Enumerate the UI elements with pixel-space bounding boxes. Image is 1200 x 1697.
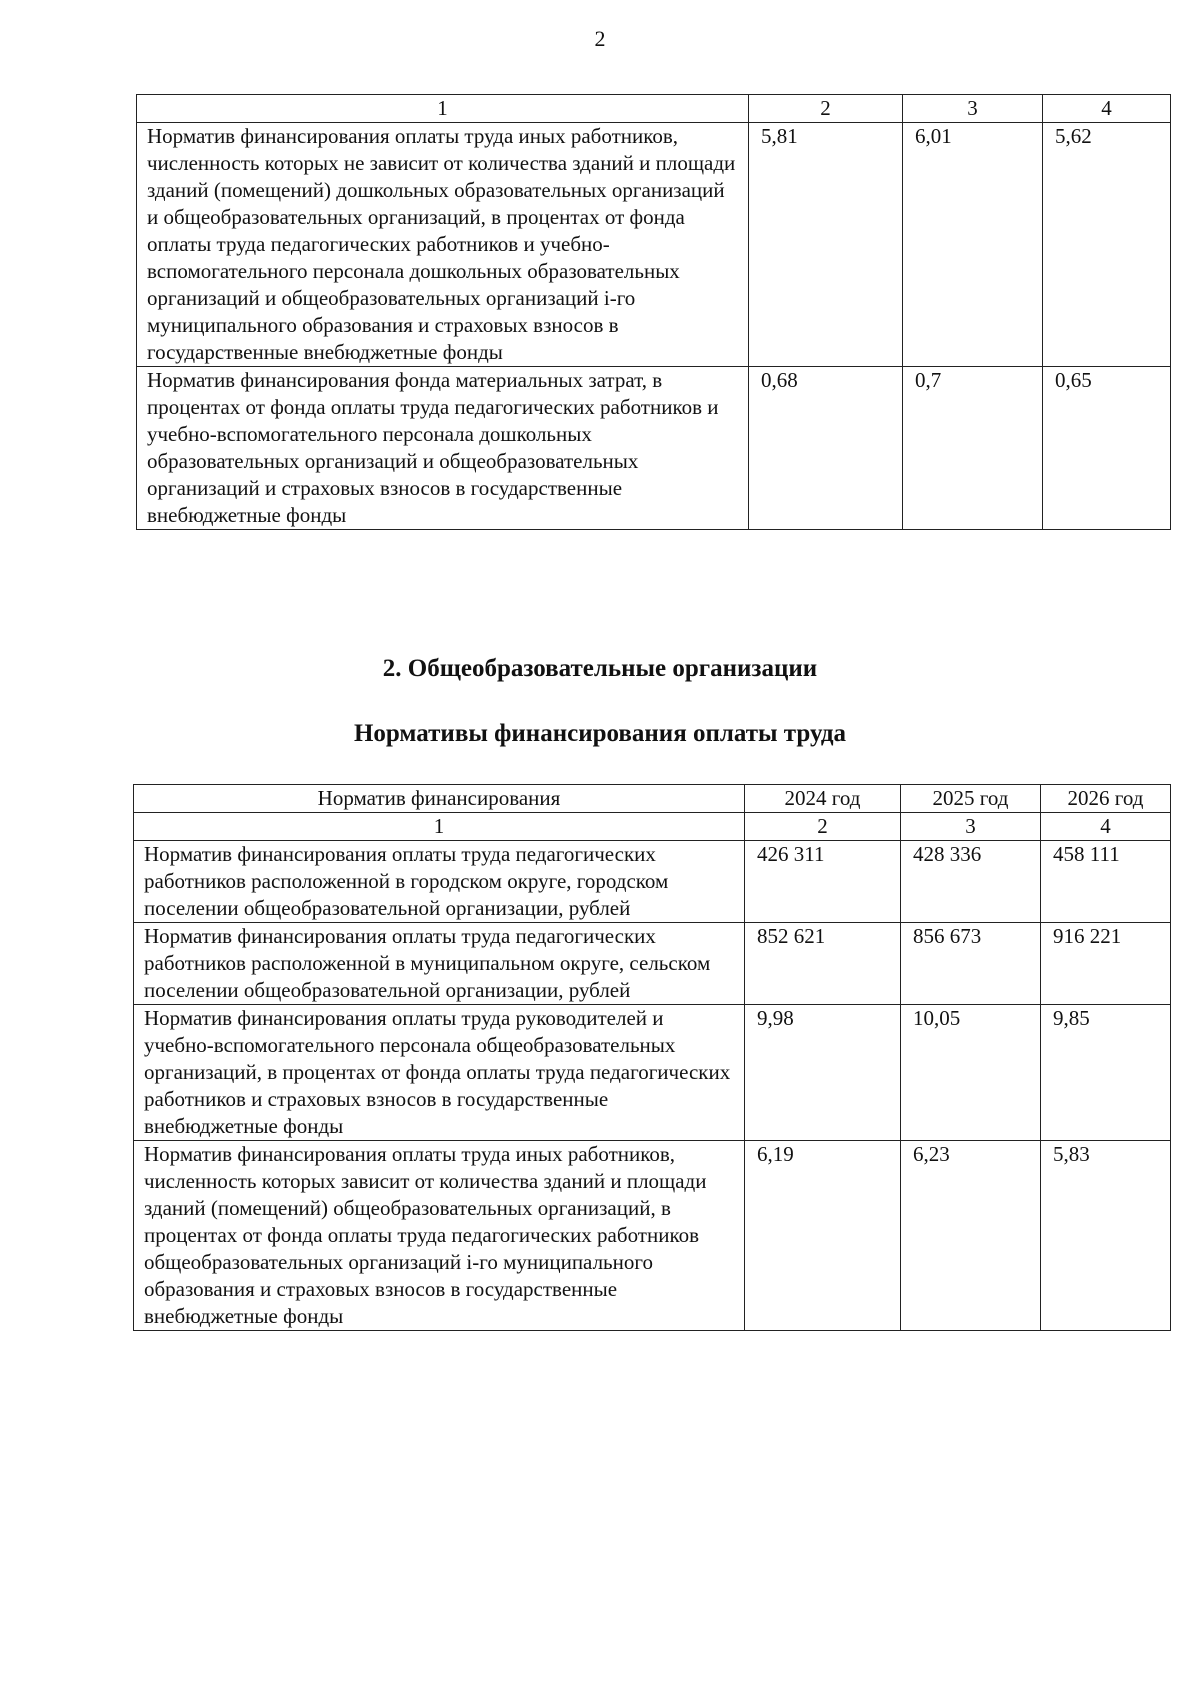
- table-title: Нормативы финансирования оплаты труда: [353, 720, 847, 747]
- table-continuation: [136, 94, 1171, 530]
- table-row: [137, 123, 1171, 367]
- value-2026: 458 111: [1041, 841, 1171, 923]
- row-label: Норматив финансирования оплаты труда иных работников, численность которых не зависит от количества зданий и площади зданий (помещений) дошкольных образовательных организаций и общеобразовательных организаций, в процентах от фонда оплаты труда педагогических работников и учебно-вспомогательного персонала дошкольных образовательных организаций и общеобразовательных организаций i-го муниципального образования и страховых взносов в государственные внебюджетные фонды: [137, 123, 749, 367]
- column-title: Норматив финансирования: [134, 785, 745, 813]
- table-header-row: [134, 785, 1171, 813]
- value-2026: 9,85: [1041, 1005, 1171, 1141]
- row-label: Норматив финансирования фонда материальных затрат, в процентах от фонда оплаты труда педагогических работников и учебно-вспомогательного персонала дошкольных образовательных организаций и общеобразовательных организаций и страховых взносов в государственные внебюджетные фонды: [137, 367, 749, 530]
- value-2026: 916 221: [1041, 923, 1171, 1005]
- value-2024: 0,68: [749, 367, 903, 530]
- column-number: 1: [134, 813, 745, 841]
- table-row: [137, 367, 1171, 530]
- column-number: 1: [137, 95, 749, 123]
- value-2025: 0,7: [903, 367, 1043, 530]
- table-row: [134, 923, 1171, 1005]
- column-number: 4: [1041, 813, 1171, 841]
- column-title: 2026 год: [1041, 785, 1171, 813]
- value-2025: 856 673: [901, 923, 1041, 1005]
- table-header-row: [137, 95, 1171, 123]
- value-2026: 5,62: [1043, 123, 1171, 367]
- table-row: [134, 1141, 1171, 1331]
- column-title: 2025 год: [901, 785, 1041, 813]
- column-number: 2: [745, 813, 901, 841]
- value-2024: 9,98: [745, 1005, 901, 1141]
- row-label: Норматив финансирования оплаты труда педагогических работников расположенной в муниципальном округе, сельском поселении общеобразовательной организации, рублей: [134, 923, 745, 1005]
- section-title: 2. Общеобразовательные организации: [382, 655, 818, 682]
- value-2025: 10,05: [901, 1005, 1041, 1141]
- norms-table: [133, 784, 1171, 1331]
- table-row: [134, 841, 1171, 923]
- column-number: 4: [1043, 95, 1171, 123]
- column-title: 2024 год: [745, 785, 901, 813]
- value-2026: 5,83: [1041, 1141, 1171, 1331]
- value-2025: 6,01: [903, 123, 1043, 367]
- value-2024: 426 311: [745, 841, 901, 923]
- column-number: 3: [903, 95, 1043, 123]
- value-2026: 0,65: [1043, 367, 1171, 530]
- page-number: 2: [594, 26, 606, 51]
- row-label: Норматив финансирования оплаты труда руководителей и учебно-вспомогательного персонала общеобразовательных организаций, в процентах от фонда оплаты труда педагогических работников и страховых взносов в государственные внебюджетные фонды: [134, 1005, 745, 1141]
- row-label: Норматив финансирования оплаты труда иных работников, численность которых зависит от количества зданий и площади зданий (помещений) общеобразовательных организаций, в процентах от фонда оплаты труда педагогических работников общеобразовательных организаций i-го муниципального образования и страховых взносов в государственные внебюджетные фонды: [134, 1141, 745, 1331]
- column-number: 2: [749, 95, 903, 123]
- value-2024: 6,19: [745, 1141, 901, 1331]
- table-number-row: [134, 813, 1171, 841]
- value-2025: 6,23: [901, 1141, 1041, 1331]
- value-2024: 5,81: [749, 123, 903, 367]
- row-label: Норматив финансирования оплаты труда педагогических работников расположенной в городском округе, городском поселении общеобразовательной организации, рублей: [134, 841, 745, 923]
- table-row: [134, 1005, 1171, 1141]
- column-number: 3: [901, 813, 1041, 841]
- value-2025: 428 336: [901, 841, 1041, 923]
- value-2024: 852 621: [745, 923, 901, 1005]
